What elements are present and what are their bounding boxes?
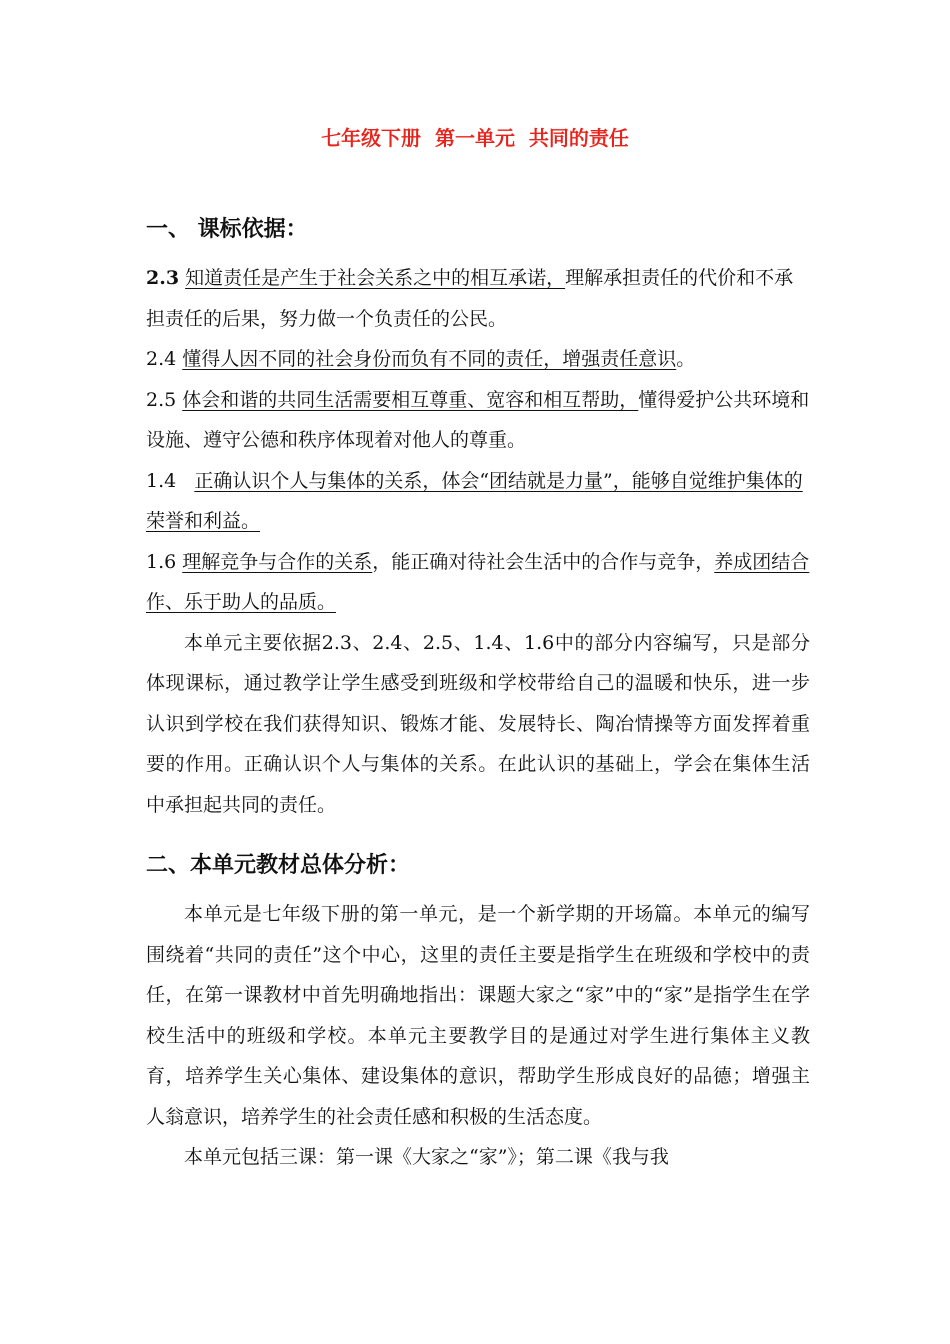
- standard-text: ，能正确对待社会生活中的合作与竞争，: [372, 550, 715, 573]
- analysis-section: [146, 894, 810, 1178]
- document-title: 七年级下册 第一单元 共同的责任: [321, 126, 629, 150]
- standards-section: [146, 258, 810, 825]
- section-heading-analysis: 二、本单元教材总体分析：: [146, 853, 411, 878]
- standard-underlined-text: 养成团结合作、乐于助人的品质。: [146, 550, 810, 613]
- standard-item-1-6: [146, 542, 810, 623]
- standard-number: 2.5: [146, 388, 177, 411]
- standard-underlined-text: 理解竞争与合作的关系: [182, 550, 373, 573]
- standard-item-2-3: [146, 258, 810, 339]
- standard-text: 懂得爱护公共环境和设施、遵守公德和秩序体现着对他人的尊重。: [146, 388, 810, 451]
- standards-summary-paragraph: 本单元主要依据2.3、2.4、2.5、1.4、1.6中的部分内容编写，只是部分体现课标，通过教学让学生感受到班级和学校带给自己的温暖和快乐，进一步认识到学校在我们获得知识、锻炼才能、发展特长、陶冶情操等方面发挥着重要的作用。正确认识个人与集体的关系。在此认识的基础上，学会在集体生活中承担起共同的责任。: [146, 631, 810, 816]
- standard-text: 理解承担责任的代价和不承担责任的后果，努力做一个负责任的公民。: [146, 267, 794, 330]
- standard-number: 2.3: [146, 267, 180, 289]
- standard-item-2-5: [146, 380, 810, 461]
- standard-text: 。: [676, 348, 696, 370]
- standard-number: 1.6: [146, 550, 177, 573]
- standard-underlined-text: 体会和谐的共同生活需要相互尊重、宽容和相互帮助，: [182, 388, 639, 411]
- standard-underlined-text: 正确认识个人与集体的关系，体会“团结就是力量”，能够自觉维护集体的荣誉和利益。: [146, 469, 803, 532]
- standard-number: 1.4: [146, 469, 177, 492]
- standard-number: 2.4: [146, 348, 177, 370]
- standard-item-2-4: [146, 339, 810, 380]
- standard-item-1-4: [146, 461, 810, 542]
- section-heading-standards: 一、 课标依据：: [146, 217, 308, 242]
- analysis-paragraph: 本单元包括三课：第一课《大家之“家”》；第二课《我与我: [184, 1146, 669, 1168]
- standard-underlined-text: 懂得人因不同的社会身份而负有不同的责任，增强责任意识: [182, 348, 677, 370]
- analysis-paragraph: 本单元是七年级下册的第一单元，是一个新学期的开场篇。本单元的编写围绕着“共同的责任”这个中心，这里的责任主要是指学生在班级和学校中的责任，在第一课教材中首先明确地指出：课题大家之“家”中的“家”是指学生在学校生活中的班级和学校。本单元主要教学目的是通过对学生进行集体主义教育，培养学生关心集体、建设集体的意识，帮助学生形成良好的品德；增强主人翁意识，培养学生的社会责任感和积极的生活态度。: [146, 903, 810, 1128]
- standard-underlined-text: 知道责任是产生于社会关系之中的相互承诺，: [185, 267, 566, 289]
